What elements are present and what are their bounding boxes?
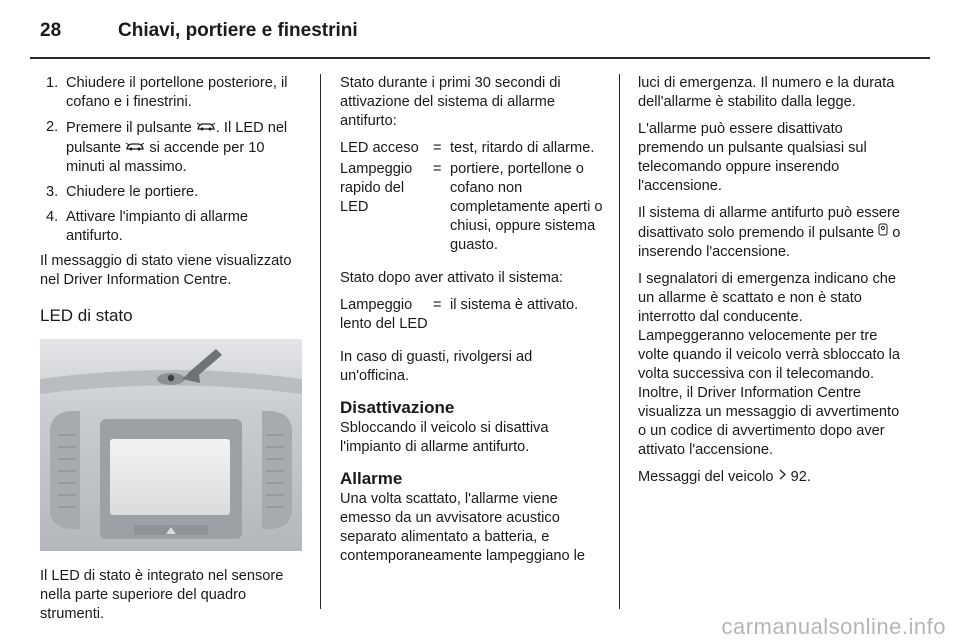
paragraph-text: Il sistema di allarme antifurto può essere disattivato solo premendo il pulsante <box>638 205 900 241</box>
status-intro: Stato durante i primi 30 secondi di attivazione del sistema di allarme antifurto: <box>340 75 561 129</box>
table-row <box>340 139 605 158</box>
watermark-text: carmanualsonline.info <box>721 614 946 639</box>
step-number: 1. <box>46 75 59 91</box>
row-description: portiere, portellone o cofano non completamente aperti o chiusi, oppure sistema guasto. <box>450 161 603 253</box>
row-term: Lampeggio rapido del LED <box>340 161 413 215</box>
column-divider-2 <box>619 74 620 609</box>
header-rule <box>30 57 930 59</box>
row-equals: = <box>433 161 442 177</box>
dashboard-photo <box>40 339 302 551</box>
dashboard-illustration <box>40 339 302 551</box>
row-equals: = <box>433 297 442 313</box>
status-after-intro: Stato dopo aver attivato il sistema: <box>340 270 564 286</box>
step-number: 3. <box>46 184 59 200</box>
paragraph: luci di emergenza. Il numero e la durata dell'allarme è stabilito dalla legge. <box>638 75 895 110</box>
step-number: 2. <box>46 119 59 135</box>
page-number: 28 <box>40 20 62 41</box>
page-reference-arrow-icon <box>778 468 787 487</box>
car-alarm-icon <box>196 118 216 137</box>
car-alarm-icon <box>125 138 145 157</box>
list-item <box>40 74 302 112</box>
status-table-active <box>340 296 605 334</box>
step-text: Attivare l'impianto di allarme antifurto. <box>66 209 249 244</box>
paragraph: I segnalatori di emergenza indicano che un allarme è scattato e non è stato interrotto dal conducente. Lampeggeranno velocemente per tre volte quando il veicolo verrà sbloccato la volta successiva con il telecomando. Inoltre, il Driver Information Centre visualizza un messaggio di avvertimento o un codice di avvertimento dopo aver attivato l'accensione. <box>638 271 901 458</box>
row-term: Lampeggio lento del LED <box>340 297 428 332</box>
deactivation-text: Sbloccando il veicolo si disattiva l'impianto di allarme antifurto. <box>340 420 549 455</box>
table-row <box>340 296 605 334</box>
table-row <box>340 160 605 255</box>
status-message-text: Il messaggio di stato viene visualizzato nel Driver Information Centre. <box>40 253 292 288</box>
step-text: si accende per 10 minuti al massimo. <box>66 140 265 175</box>
step-text: Premere il pulsante <box>66 120 192 136</box>
reference-page: 92. <box>790 469 811 485</box>
row-description: il sistema è attivato. <box>450 297 579 313</box>
led-caption: Il LED di stato è integrato nel sensore nella parte superiore del quadro strumenti. <box>40 568 284 622</box>
section-heading: LED di stato <box>40 306 133 325</box>
status-table-initial <box>340 139 605 255</box>
paragraph-text: o inserendo l'accensione. <box>638 225 901 260</box>
key-button-icon <box>878 223 888 242</box>
row-term: LED acceso <box>340 140 419 156</box>
fault-note: In caso di guasti, rivolgersi ad un'officina. <box>340 349 533 384</box>
row-description: test, ritardo di allarme. <box>450 140 595 156</box>
reference-text: Messaggi del veicolo <box>638 469 774 485</box>
paragraph: L'allarme può essere disattivato premendo un pulsante qualsiasi sul telecomando oppure inserendo l'accensione. <box>638 121 867 194</box>
paragraph <box>638 204 908 262</box>
step-text: Chiudere il portellone posteriore, il cofano e i finestrini. <box>66 75 288 110</box>
column-1 <box>40 74 302 632</box>
step-text: Chiudere le portiere. <box>66 184 199 200</box>
page-header <box>40 16 920 48</box>
alarm-text: Una volta scattato, l'allarme viene emesso da un avvisatore acustico separato alimentato a batteria, e contemporaneamente lampeggiano le <box>340 491 586 564</box>
steps-list <box>40 74 302 246</box>
column-3 <box>638 74 908 495</box>
step-number: 4. <box>46 209 59 225</box>
page-title: Chiavi, portiere e finestrini <box>118 20 358 41</box>
column-divider-1 <box>320 74 321 609</box>
list-item <box>40 118 302 177</box>
vehicle-messages-reference <box>638 468 908 487</box>
alarm-heading: Allarme <box>340 469 403 488</box>
deactivation-heading: Disattivazione <box>340 398 455 417</box>
row-equals: = <box>433 140 442 156</box>
column-2 <box>340 74 605 574</box>
list-item <box>40 183 302 202</box>
step-text: . Il LED nel pulsante <box>66 120 288 156</box>
list-item <box>40 208 302 246</box>
